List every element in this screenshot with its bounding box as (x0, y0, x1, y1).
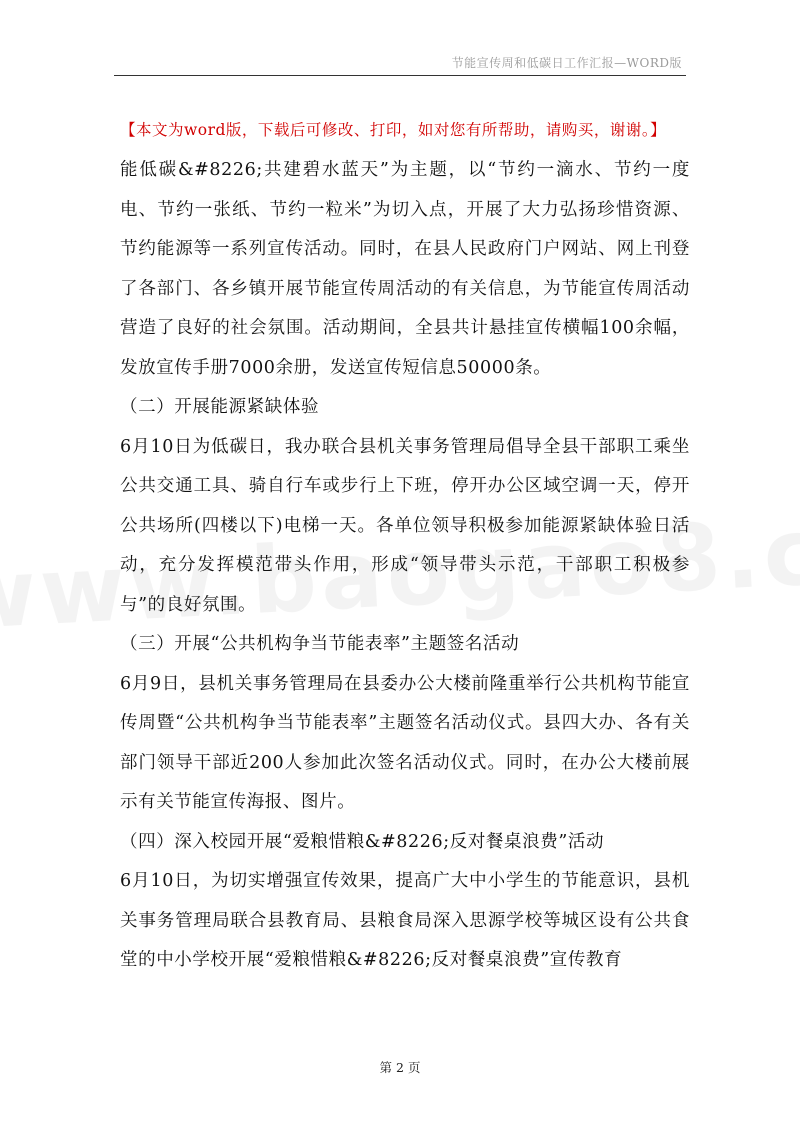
paragraph-signature-event: 6月9日，县机关事务管理局在县委办公大楼前隆重举行公共机构节能宣传周暨“公共机构争当节能表率”主题签名活动仪式。县四大办、各有关部门领导干部近200人参加此次签名活动仪式。同时，在办公大楼前展示有关节能宣传海报、图片。 (120, 673, 690, 812)
paragraph-intro-continued: 能低碳&#8226;共建碧水蓝天”为主题，以“节约一滴水、节约一度电、节约一张纸、节约一粒米”为切入点，开展了大力弘扬珍惜资源、节约能源等一系列宣传活动。同时，在县人民政府门户网站、网上刊登了各部门、各乡镇开展节能宣传周活动的有关信息，为节能宣传周活动营造了良好的社会氛围。活动期间，全县共计悬挂宣传横幅100余幅，发放宣传手册7000余册，发送宣传短信息50000条。 (120, 160, 690, 378)
section-heading-2: （二）开展能源紧缺体验 (120, 397, 320, 417)
section-heading-3: （三）开展“公共机构争当节能表率”主题签名活动 (120, 634, 520, 654)
document-body (120, 151, 690, 981)
paragraph-low-carbon-day: 6月10日为低碳日，我办联合县机关事务管理局倡导全县干部职工乘坐公共交通工具、骑自行车或步行上下班，停开办公区域空调一天，停开公共场所(四楼以下)电梯一天。各单位领导积极参加能源紧缺体验日活动，充分发挥模范带头作用，形成“领导带头示范，干部职工积极参与”的良好氛围。 (120, 436, 690, 615)
download-notice: 【本文为word版，下载后可修改、打印，如对您有所帮助，请购买，谢谢。】 (120, 121, 667, 139)
running-header: 节能宣传周和低碳日工作汇报—WORD版 (451, 56, 682, 70)
section-heading-4: （四）深入校园开展“爱粮惜粮&#8226;反对餐桌浪费”活动 (120, 831, 605, 852)
paragraph-school-campaign: 6月10日，为切实增强宣传效果，提高广大中小学生的节能意识，县机关事务管理局联合县教育局、县粮食局深入思源学校等城区设有公共食堂的中小学校开展“爱粮惜粮&#8226;反对餐桌浪费”宣传教育 (120, 871, 690, 970)
header-rule (114, 75, 686, 76)
page-number: 第 2 页 (379, 1060, 421, 1075)
